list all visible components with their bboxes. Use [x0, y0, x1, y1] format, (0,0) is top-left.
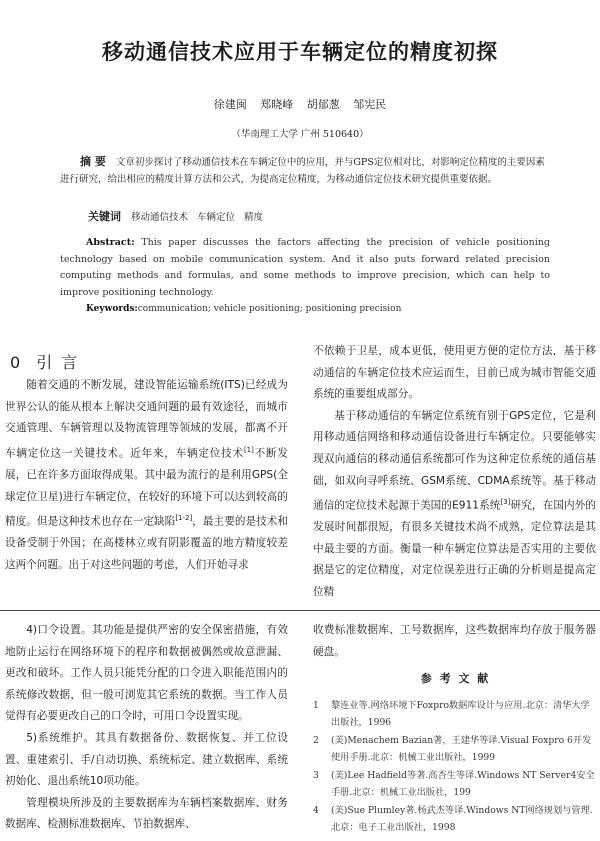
right-column-top	[313, 341, 596, 604]
right-column-bottom	[313, 620, 596, 663]
reference-item	[313, 803, 596, 836]
abstract-en-text: This paper discusses the factors affecting the precision of vehicle positioning technology based on mobile communication system. And it also puts forward related precision computing methods and formulas, and some methods to improve precision, which can help to improve positioning technology.	[60, 237, 550, 298]
intro-paragraph	[5, 375, 288, 576]
abstract-cn	[60, 153, 546, 188]
abstract-en	[60, 235, 550, 301]
reference-item	[313, 733, 596, 766]
reference-number: 1	[313, 700, 319, 711]
reference-text: (美)Menachem Bazian著，王建华等译.Visual Foxpro 6开发使用手册.北京：机械工业出版社，1999	[331, 735, 592, 763]
reference-text: (美)Lee Hadfield等著.高杏生等译.Windows NT Server4安全手册.北京：机械工业出版社，199	[331, 770, 595, 798]
keywords-en	[86, 304, 401, 314]
paper-title: 移动通信技术应用于车辆定位的精度初探	[102, 40, 498, 64]
intro-text-b: 不断发展，已在许多方面取得成果。其中最为流行的是利用GPS(全球定位卫星)进行车辆定位，在较好的环境下可以达到较高的精度。但是这种技术也存在一定缺陷	[5, 447, 289, 528]
database-paragraph: 管理模块所涉及的主要数据库为车辆档案数据库、财务数据库、检测标准数据库、节拍数据库、	[5, 796, 288, 831]
references-list	[313, 698, 596, 838]
reference-number: 3	[313, 770, 319, 781]
left-column-top	[5, 375, 288, 576]
mobile-text-b: 研究，在国内外的发展时间都很短，有很多关键技术尚不成熟，定位算法是其中最主要的方面。衡量一种车辆定位算法是否实用的主要依据是它的定位精度，对定位误差进行正确的分析则是提高定位精	[313, 499, 597, 599]
password-setting-paragraph: 4)口令设置。其功能是提供严密的安全保密措施，有效地防止运行在网络环境下的程序和数据被偶然或故意泄漏、更改和破坏。工作人员只能凭分配的口令进入职能范围内的系统修改数据，但一般可浏览其它系统的数据。当工作人员觉得有必要更改自己的口令时，可用口令设置实现。	[5, 624, 288, 723]
references-title: 参 考 文 献	[420, 672, 489, 685]
system-maintenance-paragraph: 5)系统维护。其具有数据备份、数据恢复、并工位设置、重建索引、手/自动切换、系统标定、建立数据库、系统初始化、退出系统10项功能。	[5, 731, 288, 788]
section-title: 引 言	[36, 353, 80, 372]
reference-item	[313, 768, 596, 801]
abstract-cn-text: 文章初步探讨了移动通信技术在车辆定位中的应用，并与GPS定位相对比，对影响定位精度的主要因素进行研究，给出相应的精度计算方法和公式，为提高定位精度，为移动通信定位技术研究提供重要依据。	[60, 157, 545, 185]
citation: [3]	[500, 498, 511, 507]
keywords-cn-text: 移动通信技术 车辆定位 精度	[131, 212, 264, 223]
left-column-bottom	[5, 620, 288, 836]
reference-item	[313, 698, 596, 731]
section-heading	[10, 350, 79, 373]
citation: [1]	[243, 445, 254, 454]
page-divider	[0, 610, 600, 611]
keywords-en-label: Keywords:	[86, 304, 138, 314]
intro-text-a: 随着交通的不断发展，建设智能运输系统(ITS)已经成为世界公认的能从根本上解决交通问题的最有效途径，而城市交通管理、车辆管理以及物流管理等领域的发展，都离不开车辆定位这一关键技术。近年来，车辆定位技术	[5, 379, 288, 460]
abstract-en-label: Abstract:	[86, 237, 135, 248]
section-number: 0	[10, 353, 23, 372]
continued-paragraph: 不依赖于卫星，成本更低，使用更方便的定位方法，基于移动通信的车辆定位技术应运而生，目前已成为城市智能交通系统的重要组成部分。	[313, 345, 596, 401]
reference-text: (美)Sue Plumley著.杨武杰等译.Windows NT网络规划与管理.北京：电子工业出版社，1998	[331, 805, 593, 833]
abstract-cn-label: 摘 要	[80, 155, 106, 168]
reference-number: 2	[313, 735, 319, 746]
keywords-cn	[88, 208, 263, 224]
reference-number: 4	[313, 805, 319, 816]
citation: [1-2]	[175, 514, 193, 523]
database-continued: 收费标准数据库、工号数据库，这些数据库均存放于服务器硬盘。	[313, 624, 596, 658]
intro-text-c: ，最主要的是技术和设备受制于外国；在高楼林立或有阴影覆盖的地方精度较差这两个问题。出于对这些问题的考虑，人们开始寻求	[5, 515, 289, 571]
mobile-positioning-paragraph	[313, 406, 596, 604]
authors: 徐建闽 郑晓峰 胡郁葱 邹宪民	[213, 98, 387, 111]
mobile-text-a: 基于移动通信的车辆定位系统有别于GPS定位，它是利用移动通信网络和移动通信设备进行车辆定位。只要能够实现双向通信的移动通信系统都可作为这种定位系统的通信基础，如双向寻呼系统、GSM系统、CDMA系统等。基于移动通信的定位技术起源于美国的E911系统	[313, 409, 596, 512]
affiliation: （华南理工大学 广州 510640）	[231, 129, 369, 140]
keywords-cn-label: 关键词	[88, 210, 121, 223]
reference-text: 黎连业等.网络环境下Foxpro数据库设计与应用.北京：清华大学出版社，1996	[331, 700, 590, 728]
keywords-en-text: communication; vehicle positioning; positioning precision	[137, 304, 402, 314]
